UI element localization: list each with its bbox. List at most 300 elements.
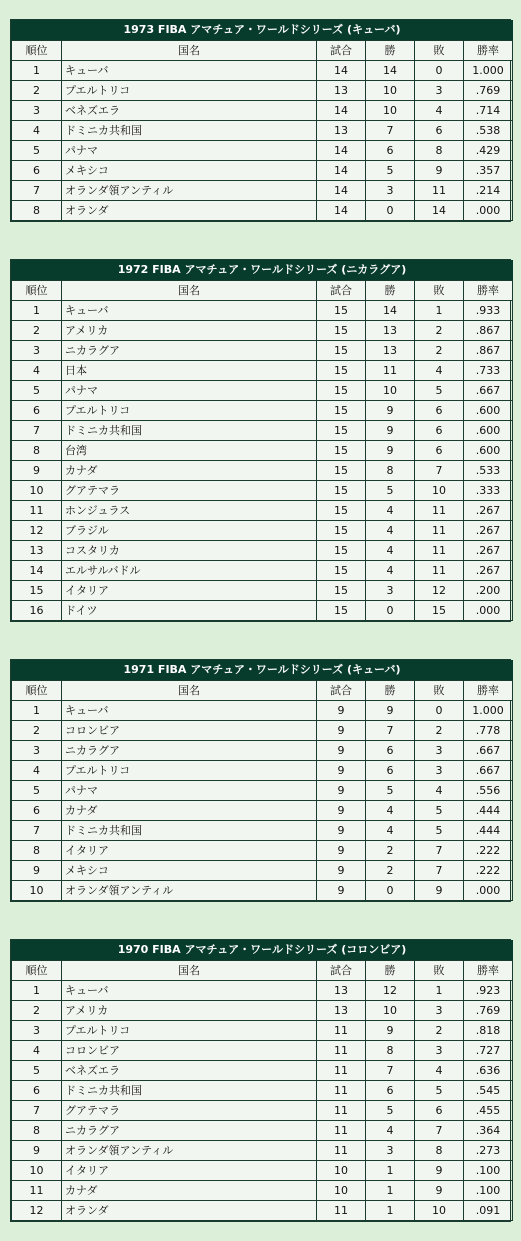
- wins-cell: 6: [366, 741, 415, 761]
- wins-cell: 1: [366, 1201, 415, 1221]
- games-cell: 11: [317, 1021, 366, 1041]
- pct-cell: .222: [464, 861, 513, 881]
- team-cell: キューバ: [62, 61, 317, 81]
- losses-cell: 3: [415, 1001, 464, 1021]
- wins-cell: 12: [366, 981, 415, 1001]
- table-row: [12, 781, 513, 801]
- games-cell: 15: [317, 441, 366, 461]
- team-cell: キューバ: [62, 301, 317, 321]
- rank-cell: 11: [12, 501, 62, 521]
- losses-cell: 3: [415, 741, 464, 761]
- header-team: 国名: [62, 41, 317, 61]
- table-row: [12, 341, 513, 361]
- team-cell: ニカラグア: [62, 341, 317, 361]
- games-cell: 10: [317, 1181, 366, 1201]
- team-cell: イタリア: [62, 841, 317, 861]
- wins-cell: 13: [366, 341, 415, 361]
- games-cell: 15: [317, 401, 366, 421]
- games-cell: 9: [317, 781, 366, 801]
- games-cell: 9: [317, 741, 366, 761]
- pct-cell: .273: [464, 1141, 513, 1161]
- pct-cell: .100: [464, 1181, 513, 1201]
- wins-cell: 7: [366, 1061, 415, 1081]
- games-cell: 9: [317, 821, 366, 841]
- rank-cell: 14: [12, 561, 62, 581]
- header-row: [12, 281, 513, 301]
- rank-cell: 5: [12, 781, 62, 801]
- team-cell: 日本: [62, 361, 317, 381]
- rank-cell: 7: [12, 1101, 62, 1121]
- team-cell: メキシコ: [62, 161, 317, 181]
- rank-cell: 9: [12, 861, 62, 881]
- table-row: [12, 981, 513, 1001]
- losses-cell: 1: [415, 301, 464, 321]
- rank-cell: 6: [12, 161, 62, 181]
- header-games: 試合: [317, 281, 366, 301]
- pct-cell: .267: [464, 561, 513, 581]
- pct-cell: .091: [464, 1201, 513, 1221]
- table-row: [12, 321, 513, 341]
- games-cell: 14: [317, 161, 366, 181]
- games-cell: 14: [317, 101, 366, 121]
- pct-cell: .923: [464, 981, 513, 1001]
- wins-cell: 4: [366, 541, 415, 561]
- wins-cell: 4: [366, 821, 415, 841]
- table-row: [12, 461, 513, 481]
- games-cell: 11: [317, 1041, 366, 1061]
- wins-cell: 0: [366, 201, 415, 221]
- rank-cell: 1: [12, 701, 62, 721]
- header-wins: 勝: [366, 681, 415, 701]
- team-cell: グアテマラ: [62, 481, 317, 501]
- wins-cell: 2: [366, 861, 415, 881]
- team-cell: ベネズエラ: [62, 1061, 317, 1081]
- losses-cell: 2: [415, 321, 464, 341]
- rank-cell: 2: [12, 721, 62, 741]
- rank-cell: 8: [12, 1121, 62, 1141]
- losses-cell: 9: [415, 881, 464, 901]
- losses-cell: 12: [415, 581, 464, 601]
- games-cell: 15: [317, 481, 366, 501]
- table-row: [12, 121, 513, 141]
- losses-cell: 11: [415, 541, 464, 561]
- wins-cell: 11: [366, 361, 415, 381]
- pct-cell: .000: [464, 601, 513, 621]
- table-row: [12, 381, 513, 401]
- rank-cell: 11: [12, 1181, 62, 1201]
- team-cell: グアテマラ: [62, 1101, 317, 1121]
- rank-cell: 2: [12, 1001, 62, 1021]
- team-cell: カナダ: [62, 461, 317, 481]
- pct-cell: .100: [464, 1161, 513, 1181]
- games-cell: 9: [317, 841, 366, 861]
- rank-cell: 4: [12, 761, 62, 781]
- table-row: [12, 481, 513, 501]
- wins-cell: 6: [366, 141, 415, 161]
- wins-cell: 4: [366, 561, 415, 581]
- wins-cell: 13: [366, 321, 415, 341]
- table-row: [12, 501, 513, 521]
- team-cell: オランダ領アンティル: [62, 1141, 317, 1161]
- wins-cell: 6: [366, 1081, 415, 1101]
- wins-cell: 3: [366, 181, 415, 201]
- table-title: 1971 FIBA アマチュア・ワールドシリーズ (キューバ): [11, 660, 513, 680]
- rank-cell: 16: [12, 601, 62, 621]
- wins-cell: 5: [366, 481, 415, 501]
- rank-cell: 9: [12, 1141, 62, 1161]
- wins-cell: 6: [366, 761, 415, 781]
- wins-cell: 4: [366, 801, 415, 821]
- header-losses: 敗: [415, 681, 464, 701]
- wins-cell: 8: [366, 1041, 415, 1061]
- losses-cell: 5: [415, 801, 464, 821]
- team-cell: メキシコ: [62, 861, 317, 881]
- wins-cell: 9: [366, 1021, 415, 1041]
- rank-cell: 5: [12, 381, 62, 401]
- standings-table-1970: [10, 939, 511, 1222]
- games-cell: 15: [317, 381, 366, 401]
- pct-cell: .818: [464, 1021, 513, 1041]
- table-row: [12, 1181, 513, 1201]
- games-cell: 9: [317, 881, 366, 901]
- losses-cell: 5: [415, 1081, 464, 1101]
- header-games: 試合: [317, 681, 366, 701]
- team-cell: プエルトリコ: [62, 761, 317, 781]
- losses-cell: 5: [415, 381, 464, 401]
- losses-cell: 2: [415, 721, 464, 741]
- rank-cell: 5: [12, 141, 62, 161]
- losses-cell: 9: [415, 1181, 464, 1201]
- losses-cell: 4: [415, 101, 464, 121]
- table-title: 1973 FIBA アマチュア・ワールドシリーズ (キューバ): [11, 20, 513, 40]
- rank-cell: 5: [12, 1061, 62, 1081]
- table-row: [12, 1201, 513, 1221]
- wins-cell: 5: [366, 1101, 415, 1121]
- table-title: 1970 FIBA アマチュア・ワールドシリーズ (コロンビア): [11, 940, 513, 960]
- team-cell: オランダ: [62, 201, 317, 221]
- team-cell: パナマ: [62, 781, 317, 801]
- pct-cell: .667: [464, 741, 513, 761]
- wins-cell: 7: [366, 121, 415, 141]
- losses-cell: 9: [415, 161, 464, 181]
- losses-cell: 8: [415, 1141, 464, 1161]
- team-cell: プエルトリコ: [62, 1021, 317, 1041]
- header-team: 国名: [62, 681, 317, 701]
- team-cell: プエルトリコ: [62, 81, 317, 101]
- header-team: 国名: [62, 961, 317, 981]
- games-cell: 15: [317, 501, 366, 521]
- table-row: [12, 301, 513, 321]
- team-cell: カナダ: [62, 1181, 317, 1201]
- header-losses: 敗: [415, 41, 464, 61]
- games-cell: 14: [317, 141, 366, 161]
- table-row: [12, 401, 513, 421]
- wins-cell: 10: [366, 381, 415, 401]
- team-cell: オランダ領アンティル: [62, 881, 317, 901]
- pct-cell: .545: [464, 1081, 513, 1101]
- losses-cell: 11: [415, 501, 464, 521]
- losses-cell: 4: [415, 361, 464, 381]
- team-cell: キューバ: [62, 701, 317, 721]
- rank-cell: 3: [12, 1021, 62, 1041]
- wins-cell: 10: [366, 101, 415, 121]
- team-cell: ドミニカ共和国: [62, 821, 317, 841]
- header-pct: 勝率: [464, 681, 513, 701]
- games-cell: 15: [317, 581, 366, 601]
- losses-cell: 6: [415, 121, 464, 141]
- pct-cell: .200: [464, 581, 513, 601]
- table-row: [12, 521, 513, 541]
- games-cell: 15: [317, 601, 366, 621]
- rank-cell: 2: [12, 321, 62, 341]
- table-row: [12, 881, 513, 901]
- games-cell: 15: [317, 361, 366, 381]
- table-row: [12, 721, 513, 741]
- pct-cell: .333: [464, 481, 513, 501]
- losses-cell: 0: [415, 701, 464, 721]
- table-row: [12, 181, 513, 201]
- pct-cell: .444: [464, 821, 513, 841]
- games-cell: 9: [317, 801, 366, 821]
- pct-cell: .667: [464, 761, 513, 781]
- pct-cell: 1.000: [464, 701, 513, 721]
- team-cell: プエルトリコ: [62, 401, 317, 421]
- games-cell: 13: [317, 1001, 366, 1021]
- pct-cell: .533: [464, 461, 513, 481]
- losses-cell: 0: [415, 61, 464, 81]
- losses-cell: 5: [415, 821, 464, 841]
- wins-cell: 5: [366, 161, 415, 181]
- pct-cell: .455: [464, 1101, 513, 1121]
- team-cell: カナダ: [62, 801, 317, 821]
- pct-cell: .267: [464, 541, 513, 561]
- team-cell: ドイツ: [62, 601, 317, 621]
- header-rank: 順位: [12, 41, 62, 61]
- rank-cell: 1: [12, 301, 62, 321]
- team-cell: ニカラグア: [62, 741, 317, 761]
- wins-cell: 2: [366, 841, 415, 861]
- pct-cell: .769: [464, 1001, 513, 1021]
- games-cell: 15: [317, 341, 366, 361]
- rank-cell: 7: [12, 181, 62, 201]
- standings-table-1972: [10, 259, 511, 622]
- pct-cell: .778: [464, 721, 513, 741]
- header-row: [12, 41, 513, 61]
- rank-cell: 3: [12, 101, 62, 121]
- losses-cell: 3: [415, 1041, 464, 1061]
- losses-cell: 11: [415, 181, 464, 201]
- table-row: [12, 61, 513, 81]
- table-row: [12, 1041, 513, 1061]
- games-cell: 15: [317, 541, 366, 561]
- rank-cell: 10: [12, 881, 62, 901]
- pct-cell: .600: [464, 441, 513, 461]
- header-row: [12, 681, 513, 701]
- pct-cell: .636: [464, 1061, 513, 1081]
- team-cell: エルサルバドル: [62, 561, 317, 581]
- header-pct: 勝率: [464, 41, 513, 61]
- losses-cell: 9: [415, 1161, 464, 1181]
- losses-cell: 4: [415, 1061, 464, 1081]
- games-cell: 14: [317, 61, 366, 81]
- table-row: [12, 1061, 513, 1081]
- pct-cell: .000: [464, 201, 513, 221]
- wins-cell: 3: [366, 1141, 415, 1161]
- losses-cell: 2: [415, 341, 464, 361]
- rank-cell: 6: [12, 801, 62, 821]
- games-cell: 9: [317, 861, 366, 881]
- table-row: [12, 101, 513, 121]
- losses-cell: 15: [415, 601, 464, 621]
- rank-cell: 1: [12, 61, 62, 81]
- wins-cell: 10: [366, 81, 415, 101]
- table-row: [12, 1101, 513, 1121]
- header-rank: 順位: [12, 281, 62, 301]
- rank-cell: 10: [12, 481, 62, 501]
- losses-cell: 11: [415, 521, 464, 541]
- header-games: 試合: [317, 41, 366, 61]
- table-row: [12, 741, 513, 761]
- rank-cell: 3: [12, 741, 62, 761]
- games-cell: 15: [317, 521, 366, 541]
- wins-cell: 0: [366, 601, 415, 621]
- rank-cell: 12: [12, 521, 62, 541]
- wins-cell: 9: [366, 401, 415, 421]
- team-cell: イタリア: [62, 1161, 317, 1181]
- losses-cell: 10: [415, 1201, 464, 1221]
- table-row: [12, 201, 513, 221]
- games-cell: 9: [317, 701, 366, 721]
- rank-cell: 7: [12, 421, 62, 441]
- team-cell: オランダ: [62, 1201, 317, 1221]
- games-cell: 11: [317, 1081, 366, 1101]
- games-cell: 11: [317, 1061, 366, 1081]
- rank-cell: 15: [12, 581, 62, 601]
- team-cell: パナマ: [62, 381, 317, 401]
- pct-cell: .933: [464, 301, 513, 321]
- wins-cell: 14: [366, 301, 415, 321]
- pct-cell: .429: [464, 141, 513, 161]
- team-cell: イタリア: [62, 581, 317, 601]
- rank-cell: 6: [12, 401, 62, 421]
- wins-cell: 9: [366, 421, 415, 441]
- pct-cell: .769: [464, 81, 513, 101]
- table-row: [12, 701, 513, 721]
- table-row: [12, 541, 513, 561]
- header-losses: 敗: [415, 961, 464, 981]
- header-rank: 順位: [12, 681, 62, 701]
- pct-cell: .727: [464, 1041, 513, 1061]
- table-row: [12, 141, 513, 161]
- rank-cell: 7: [12, 821, 62, 841]
- table-row: [12, 1081, 513, 1101]
- team-cell: コロンビア: [62, 721, 317, 741]
- team-cell: コスタリカ: [62, 541, 317, 561]
- table-row: [12, 821, 513, 841]
- games-cell: 9: [317, 761, 366, 781]
- wins-cell: 4: [366, 521, 415, 541]
- rank-cell: 4: [12, 361, 62, 381]
- table-title: 1972 FIBA アマチュア・ワールドシリーズ (ニカラグア): [11, 260, 513, 280]
- losses-cell: 7: [415, 841, 464, 861]
- losses-cell: 3: [415, 761, 464, 781]
- pct-cell: .867: [464, 321, 513, 341]
- games-cell: 13: [317, 81, 366, 101]
- header-wins: 勝: [366, 41, 415, 61]
- rank-cell: 3: [12, 341, 62, 361]
- losses-cell: 7: [415, 461, 464, 481]
- team-cell: ブラジル: [62, 521, 317, 541]
- pct-cell: .600: [464, 401, 513, 421]
- table-row: [12, 441, 513, 461]
- team-cell: ホンジュラス: [62, 501, 317, 521]
- losses-cell: 11: [415, 561, 464, 581]
- pct-cell: .733: [464, 361, 513, 381]
- table-row: [12, 1001, 513, 1021]
- table-row: [12, 761, 513, 781]
- games-cell: 15: [317, 421, 366, 441]
- header-wins: 勝: [366, 961, 415, 981]
- team-cell: ドミニカ共和国: [62, 421, 317, 441]
- pct-cell: .267: [464, 501, 513, 521]
- header-pct: 勝率: [464, 961, 513, 981]
- table-row: [12, 841, 513, 861]
- pct-cell: .357: [464, 161, 513, 181]
- pct-cell: .667: [464, 381, 513, 401]
- rank-cell: 4: [12, 1041, 62, 1061]
- header-wins: 勝: [366, 281, 415, 301]
- team-cell: キューバ: [62, 981, 317, 1001]
- header-team: 国名: [62, 281, 317, 301]
- wins-cell: 1: [366, 1161, 415, 1181]
- pct-cell: .444: [464, 801, 513, 821]
- pct-cell: .600: [464, 421, 513, 441]
- table-row: [12, 1141, 513, 1161]
- table-row: [12, 421, 513, 441]
- wins-cell: 5: [366, 781, 415, 801]
- losses-cell: 2: [415, 1021, 464, 1041]
- table-row: [12, 861, 513, 881]
- wins-cell: 8: [366, 461, 415, 481]
- team-cell: コロンビア: [62, 1041, 317, 1061]
- pct-cell: .267: [464, 521, 513, 541]
- rank-cell: 8: [12, 841, 62, 861]
- header-losses: 敗: [415, 281, 464, 301]
- team-cell: 台湾: [62, 441, 317, 461]
- games-cell: 15: [317, 301, 366, 321]
- wins-cell: 14: [366, 61, 415, 81]
- rank-cell: 1: [12, 981, 62, 1001]
- team-cell: アメリカ: [62, 1001, 317, 1021]
- wins-cell: 9: [366, 701, 415, 721]
- wins-cell: 0: [366, 881, 415, 901]
- games-cell: 11: [317, 1141, 366, 1161]
- table-row: [12, 1121, 513, 1141]
- team-cell: ドミニカ共和国: [62, 121, 317, 141]
- losses-cell: 3: [415, 81, 464, 101]
- table-row: [12, 1021, 513, 1041]
- rank-cell: 9: [12, 461, 62, 481]
- rank-cell: 8: [12, 201, 62, 221]
- table-row: [12, 801, 513, 821]
- losses-cell: 7: [415, 1121, 464, 1141]
- team-cell: パナマ: [62, 141, 317, 161]
- losses-cell: 6: [415, 441, 464, 461]
- games-cell: 13: [317, 121, 366, 141]
- table-row: [12, 361, 513, 381]
- games-cell: 9: [317, 721, 366, 741]
- losses-cell: 6: [415, 401, 464, 421]
